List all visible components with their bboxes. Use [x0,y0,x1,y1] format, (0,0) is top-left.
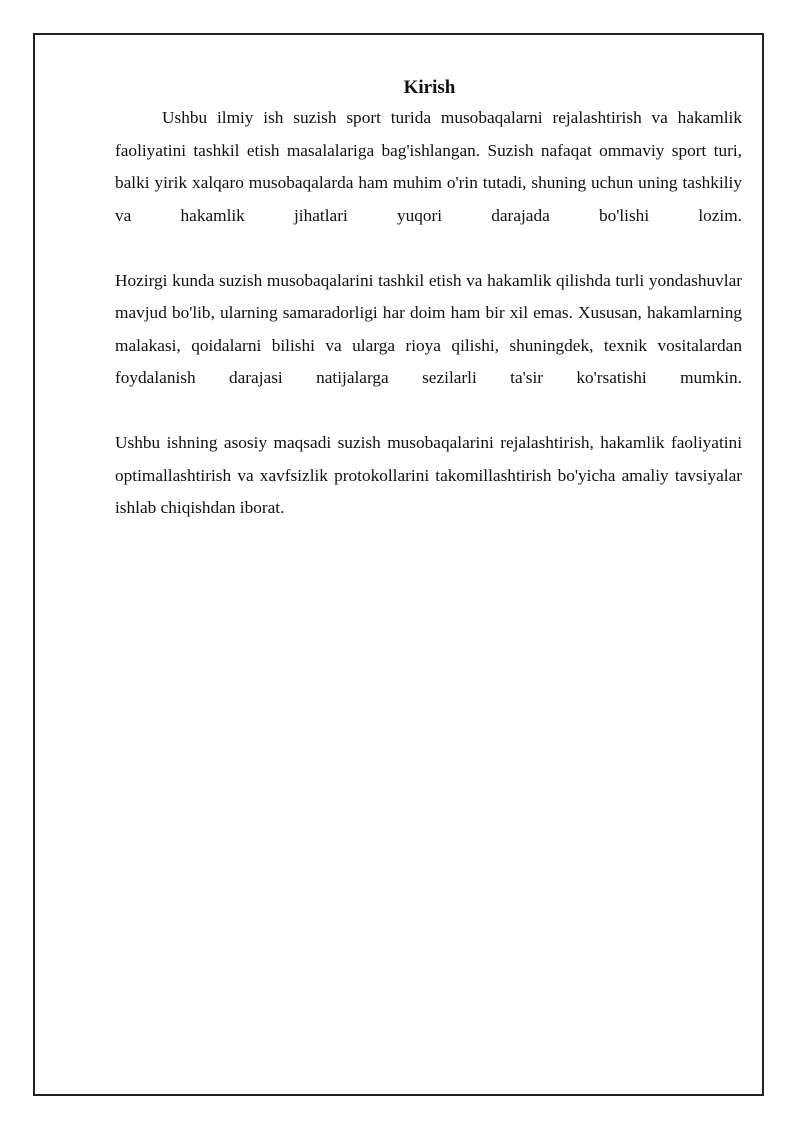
paragraph-1: Ushbu ilmiy ish suzish sport turida musobaqalarni rejalashtirish va hakamlik faoliyatini tashkil etish masalalariga bag'ishlangan. Suzish nafaqat ommaviy sport turi, balki yirik xalqaro musobaqalarda ham muhim o'rin tutadi, shuning uchun uning tashkiliy va hakamlik jihatlari yuqori darajada bo'lishi lozim. [115,108,742,225]
paragraph-2: Hozirgi kunda suzish musobaqalarini tashkil etish va hakamlik qilishda turli yondashuvlar mavjud bo'lib, ularning samaradorligi har doim ham bir xil emas. Xususan, hakamlarning malakasi, qoidalarni bilishi va ularga rioya qilishi, shuningdek, texnik vositalardan foydalanish darajasi natijalarga sezilarli ta'sir ko'rsatishi mumkin. [115,270,742,387]
document-body [115,74,742,525]
paragraph-spacer [115,395,742,428]
document-title: Kirish [403,77,456,98]
paragraph-3: Ushbu ishning asosiy maqsadi suzish musobaqalarini rejalashtirish, hakamlik faoliyatini optimallashtirish va xavfsizlik protokollarini takomillashtirish bo'yicha amaliy tavsiyalar ishlab chiqishdan iborat. [115,433,742,517]
paragraph-spacer [115,232,742,265]
